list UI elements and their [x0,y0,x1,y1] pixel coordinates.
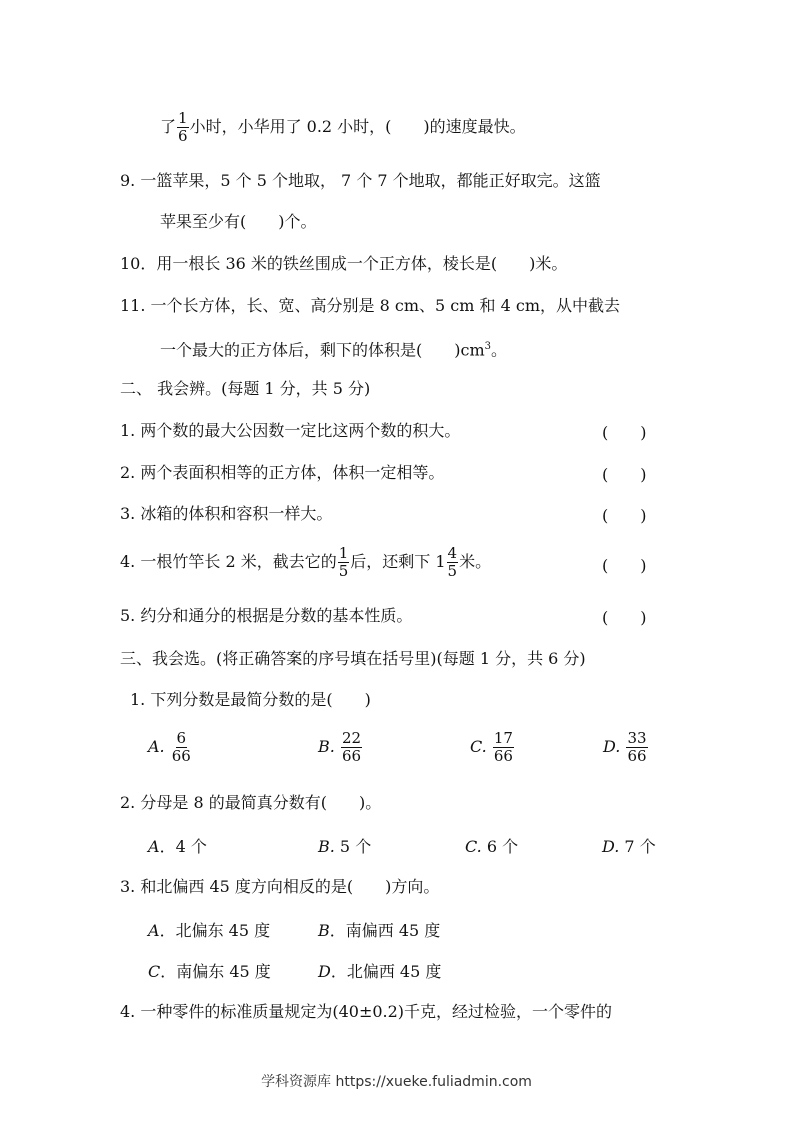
q11-superscript: 3 [484,341,491,352]
q11-line2-post: 。 [491,340,508,360]
option-text: ．南偏西 45 度 [329,921,441,940]
sec3-q3-stem: 3. 和北偏西 45 度方向相反的是( )方向。 [120,877,440,896]
option-text: ．4 个 [159,837,207,856]
option-fraction [171,730,192,765]
option-text: 7 个 [619,837,656,856]
option-letter: A [148,921,160,940]
option-letter: A. [148,737,165,756]
sec2-item-4-pre: 4. 一根竹竿长 2 米，截去它的 [120,552,337,571]
option-fraction [341,730,362,765]
frac2-den: 5 [447,562,458,580]
sec3-q4-stem: 4. 一种零件的标准质量规定为(40±0.2)千克，经过检验，一个零件的 [120,1002,613,1021]
sec3-q1-stem: 1. 下列分数是最简分数的是( ) [130,690,371,709]
option-letter: C. [470,737,487,756]
sec3-q1-option-d[interactable] [603,730,649,765]
option-frac-num: 6 [176,729,187,747]
q9-line2: 苹果至少有( )个。 [160,212,317,231]
sec2-answer-paren-5[interactable]: ( ) [602,608,647,627]
option-frac-den: 66 [627,747,647,765]
option-text: 6 个 [481,837,519,856]
sec2-answer-paren-2[interactable]: ( ) [602,465,647,484]
option-letter: B. [318,837,335,856]
option-text: 5 个 [334,837,372,856]
sec2-item-4-post: 米。 [459,552,492,571]
option-frac-num: 33 [627,729,647,747]
sec2-item-4-fraction-2 [447,545,459,580]
sec2-item-4 [120,545,491,580]
sec2-item-4-fraction-1 [338,545,350,580]
option-letter: D. [602,837,620,856]
footer-watermark: 学科资源库 https://xueke.fuliadmin.com [261,1074,532,1090]
q8-fraction [177,110,189,145]
sec2-item-4-mid: 后，还剩下 1 [350,552,446,571]
sec2-answer-paren-4[interactable]: ( ) [602,556,647,575]
sec3-q3-option-b[interactable] [318,918,440,941]
sec2-item-5: 5. 约分和通分的根据是分数的基本性质。 [120,606,413,625]
q9-line1: 9. 一篮苹果，5 个 5 个地取， 7 个 7 个地取，都能正好取完。这篮 [120,171,601,190]
option-letter: C [148,962,161,981]
sec3-q2-option-d[interactable] [602,834,656,857]
sec3-q2-stem: 2. 分母是 8 的最简真分数有( )。 [120,793,382,812]
sec3-q1-option-c[interactable] [470,730,515,765]
q11-line2 [160,336,507,361]
sec2-item-2: 2. 两个表面积相等的正方体，体积一定相等。 [120,463,445,482]
section2-title: 二、 我会辨。(每题 1 分，共 5 分) [120,379,371,398]
option-letter: B. [318,737,335,756]
sec3-q2-option-b[interactable] [318,834,371,857]
option-text: ．南偏东 45 度 [160,962,271,981]
option-letter: D. [603,737,621,756]
q10-text: 10．用一根长 36 米的铁丝围成一个正方体，棱长是( )米。 [120,254,568,273]
sec3-q2-option-c[interactable] [465,834,518,857]
option-letter: C. [465,837,482,856]
frac1-num: 1 [338,544,349,562]
q8-text-pre: 了 [160,117,177,136]
q11-line1: 11. 一个长方体，长、宽、高分别是 8 cm、5 cm 和 4 cm，从中截去 [120,296,620,315]
option-frac-den: 66 [493,747,513,765]
option-text: ．北偏西 45 度 [330,962,442,981]
option-letter: B [318,921,330,940]
sec2-answer-paren-3[interactable]: ( ) [602,506,647,525]
q8-text-post: 小时，小华用了 0.2 小时，( )的速度最快。 [189,117,526,136]
option-fraction [493,730,514,765]
q8-frac-num: 1 [178,109,188,127]
option-frac-num: 17 [493,729,513,747]
sec3-q3-option-c[interactable] [148,959,271,982]
q8-continuation [160,110,526,145]
sec2-item-3: 3. 冰箱的体积和容积一样大。 [120,504,333,523]
sec3-q1-option-a[interactable] [148,730,193,765]
sec3-q3-option-a[interactable] [148,918,270,941]
frac2-num: 4 [447,544,458,562]
option-frac-num: 22 [341,729,362,747]
q11-line2-pre: 一个最大的正方体后，剩下的体积是( )cm [160,340,485,360]
sec3-q3-option-d[interactable] [318,959,441,982]
option-text: ．北偏东 45 度 [159,921,271,940]
sec2-answer-paren-1[interactable]: ( ) [602,423,647,442]
q8-frac-den: 6 [178,127,188,145]
option-frac-den: 66 [341,747,362,765]
sec2-item-1: 1. 两个数的最大公因数一定比这两个数的积大。 [120,421,461,440]
option-fraction [626,730,647,765]
option-letter: D [318,962,331,981]
option-letter: A [148,837,160,856]
sec3-q1-option-b[interactable] [318,730,363,765]
section3-title: 三、我会选。(将正确答案的序号填在括号里)(每题 1 分，共 6 分) [120,649,586,668]
frac1-den: 5 [338,562,349,580]
option-frac-den: 66 [171,747,191,765]
sec3-q2-option-a[interactable] [148,834,207,857]
